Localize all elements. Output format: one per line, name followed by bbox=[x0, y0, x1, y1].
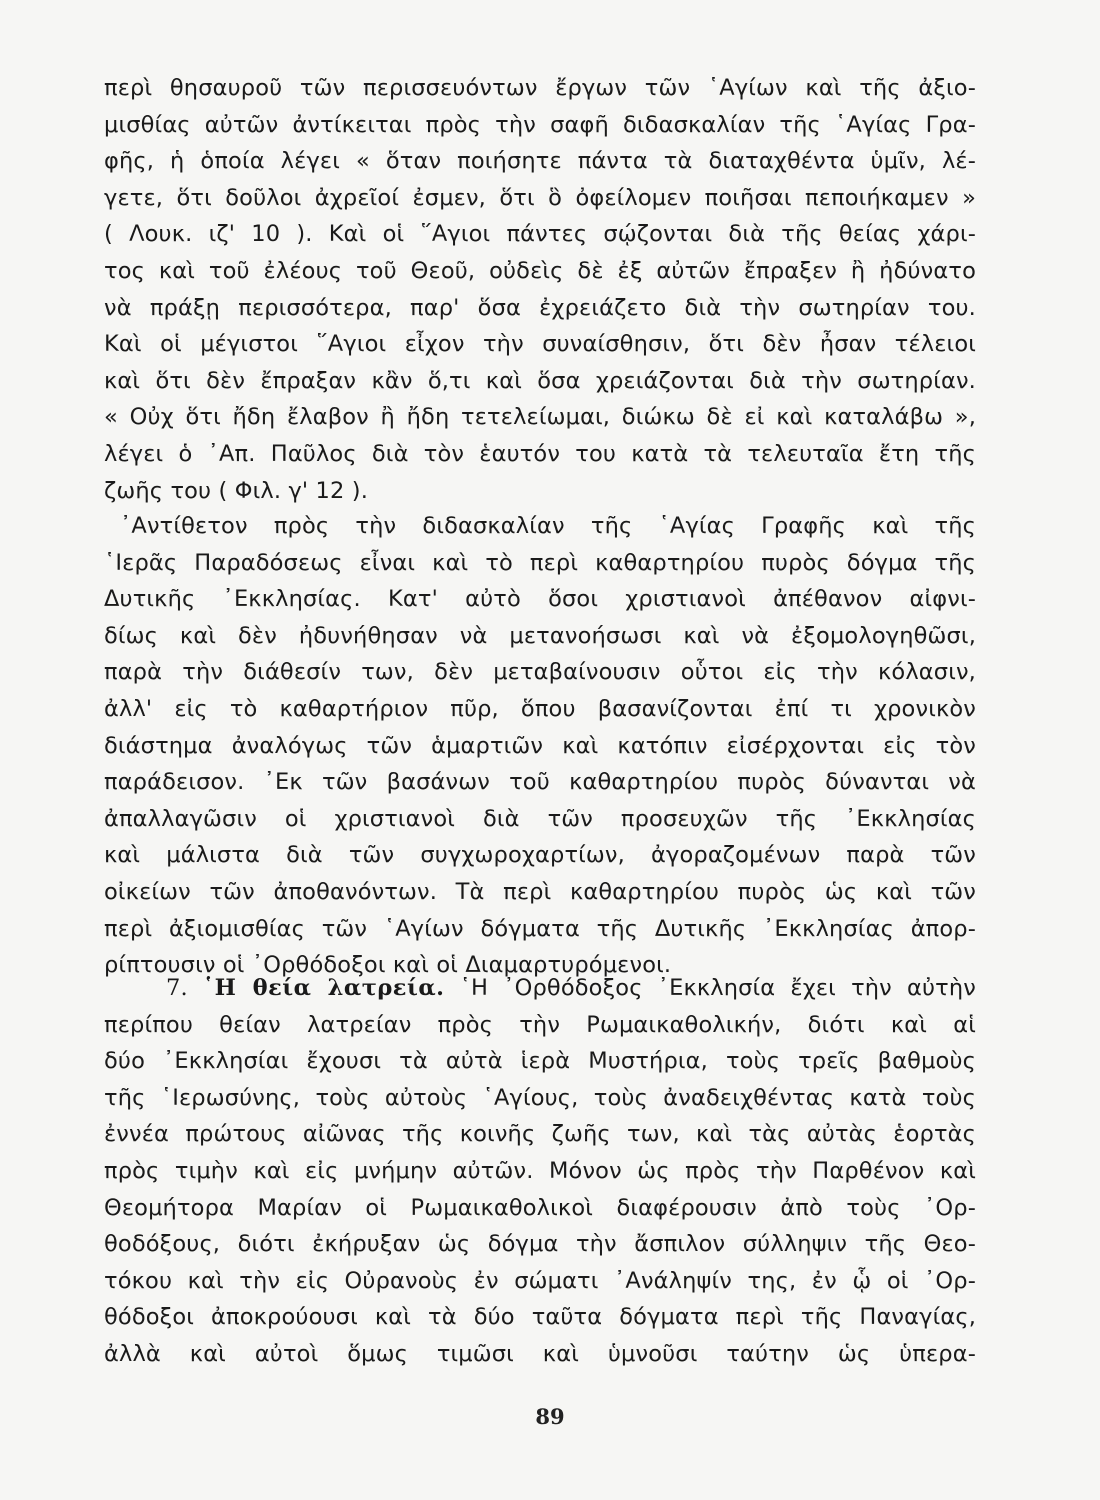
paragraph-treasury-of-merits bbox=[104, 70, 976, 509]
section-title: ῾Η θεία λατρεία. bbox=[202, 975, 445, 1001]
text-line: ἀπαλλαγῶσιν οἱ χριστιανοὶ διὰ τῶν προσευχῶν τῆς ᾿Εκκλησίας bbox=[104, 805, 976, 832]
text-line: θοδόξους, διότι ἐκήρυξαν ὡς δόγμα τὴν ἄσπιλον σύλληψιν τῆς Θεο- bbox=[104, 1231, 976, 1258]
text-line: Θεομήτορα Μαρίαν οἱ Ρωμαικαθολικοὶ διαφέρουσιν ἀπὸ τοὺς ᾿Ορ- bbox=[104, 1194, 976, 1221]
text-line: τος καὶ τοῦ ἐλέους τοῦ Θεοῦ, οὐδεὶς δὲ ἐξ αὐτῶν ἔπραξεν ἢ ἠδύνατο bbox=[104, 257, 976, 284]
text-line: περὶ θησαυροῦ τῶν περισσευόντων ἔργων τῶν ῾Αγίων καὶ τῆς ἀξιο- bbox=[104, 75, 976, 101]
text-line: ῾Ιερᾶς Παραδόσεως εἶναι καὶ τὸ περὶ καθαρτηρίου πυρὸς δόγμα τῆς bbox=[104, 549, 976, 576]
text-line: περὶ ἀξιομισθίας τῶν ῾Αγίων δόγματα τῆς Δυτικῆς ᾿Εκκλησίας ἀπορ- bbox=[104, 915, 976, 942]
text-line: περίπου θείαν λατρείαν πρὸς τὴν Ρωμαικαθολικήν, διότι καὶ αἱ bbox=[104, 1011, 976, 1038]
text-line: μισθίας αὐτῶν ἀντίκειται πρὸς τὴν σαφῆ διδασκαλίαν τῆς ῾Αγίας Γρα- bbox=[104, 111, 976, 138]
text-line: φῆς, ἡ ὁποία λέγει « ὅταν ποιήσητε πάντα τὰ διαταχθέντα ὑμῖν, λέ- bbox=[104, 148, 976, 175]
text-line: καὶ ὅτι δὲν ἔπραξαν κἂν ὅ,τι καὶ ὅσα χρειάζονται διὰ τὴν σωτηρίαν. bbox=[104, 367, 976, 394]
text-line: ἀλλ' εἰς τὸ καθαρτήριον πῦρ, ὅπου βασανίζονται ἐπί τι χρονικὸν bbox=[104, 695, 976, 722]
text-line: πρὸς τιμὴν καὶ εἰς μνήμην αὐτῶν. Μόνον ὡς πρὸς τὴν Παρθένον καὶ bbox=[104, 1157, 976, 1184]
text-line: οἰκείων τῶν ἀποθανόντων. Τὰ περὶ καθαρτηρίου πυρὸς ὡς καὶ τῶν bbox=[104, 878, 976, 905]
text-line: Δυτικῆς ᾿Εκκλησίας. Κατ' αὐτὸ ὅσοι χριστιανοὶ ἀπέθανον αἰφνι- bbox=[104, 586, 976, 613]
text-line: δύο ᾿Εκκλησίαι ἔχουσι τὰ αὐτὰ ἱερὰ Μυστήρια, τοὺς τρεῖς βαθμοὺς bbox=[104, 1048, 976, 1075]
text-line: ζωῆς του ( Φιλ. γ' 12 ). bbox=[104, 477, 369, 504]
text-line: διάστημα ἀναλόγως τῶν ἁμαρτιῶν καὶ κατόπιν εἰσέρχονται εἰς τὸν bbox=[104, 732, 976, 759]
text-line: τῆς ῾Ιερωσύνης, τοὺς αὐτοὺς ῾Αγίους, τοὺς ἀναδειχθέντας κατὰ τοὺς bbox=[104, 1084, 976, 1111]
text-line: λέγει ὁ ᾿Απ. Παῦλος διὰ τὸν ἑαυτόν του κατὰ τὰ τελευταῖα ἔτη τῆς bbox=[104, 440, 976, 467]
text-line: ἀλλὰ καὶ αὐτοὶ ὅμως τιμῶσι καὶ ὑμνοῦσι ταύτην ὡς ὑπερα- bbox=[104, 1340, 976, 1367]
section-heading-line bbox=[104, 970, 976, 1007]
text-line: ἐννέα πρώτους αἰῶνας τῆς κοινῆς ζωῆς των, καὶ τὰς αὐτὰς ἑορτὰς bbox=[104, 1121, 976, 1148]
section-first-line-text: ῾Η ᾿Ορθόδοξος ᾿Εκκλησία ἔχει τὴν αὐτὴν bbox=[459, 975, 976, 1001]
text-line: παρὰ τὴν διάθεσίν των, δὲν μεταβαίνουσιν οὗτοι εἰς τὴν κόλασιν, bbox=[104, 659, 976, 686]
text-line: νὰ πράξῃ περισσότερα, παρ' ὅσα ἐχρειάζετο διὰ τὴν σωτηρίαν του. bbox=[104, 294, 976, 321]
text-line: καὶ μάλιστα διὰ τῶν συγχωροχαρτίων, ἀγοραζομένων παρὰ τῶν bbox=[104, 842, 976, 869]
text-line: Καὶ οἱ μέγιστοι ῞Αγιοι εἶχον τὴν συναίσθησιν, ὅτι δὲν ἦσαν τέλειοι bbox=[104, 331, 976, 358]
page-number: 89 bbox=[535, 1404, 565, 1429]
text-line: θόδοξοι ἀποκρούουσι καὶ τὰ δύο ταῦτα δόγματα περὶ τῆς Παναγίας, bbox=[104, 1304, 976, 1331]
section-number: 7. bbox=[166, 975, 188, 1001]
text-line: παράδεισον. ᾿Εκ τῶν βασάνων τοῦ καθαρτηρίου πυρὸς δύνανται νὰ bbox=[104, 769, 976, 796]
text-line: ᾿Αντίθετον πρὸς τὴν διδασκαλίαν τῆς ῾Αγίας Γραφῆς καὶ τῆς bbox=[120, 513, 976, 539]
text-line: δίως καὶ δὲν ἠδυνήθησαν νὰ μετανοήσωσι καὶ νὰ ἐξομολογηθῶσι, bbox=[104, 622, 976, 649]
text-line: ( Λουκ. ιζ' 10 ). Καὶ οἱ ῞Αγιοι πάντες σῴζονται διὰ τῆς θείας χάρι- bbox=[104, 221, 976, 248]
section-divine-worship bbox=[104, 970, 976, 1373]
paragraph-purgatory bbox=[104, 508, 976, 984]
text-line: γετε, ὅτι δοῦλοι ἀχρεῖοί ἐσμεν, ὅτι ὃ ὀφείλομεν ποιῆσαι πεποιήκαμεν » bbox=[104, 184, 976, 211]
text-line: « Οὐχ ὅτι ἤδη ἔλαβον ἢ ἤδη τετελείωμαι, διώκω δὲ εἰ καὶ καταλάβω », bbox=[104, 404, 976, 431]
text-line: ρίπτουσιν οἱ ᾿Ορθόδοξοι καὶ οἱ Διαμαρτυρόμενοι. bbox=[104, 952, 672, 979]
text-line: τόκου καὶ τὴν εἰς Οὐρανοὺς ἐν σώματι ᾿Ανάληψίν της, ἐν ᾧ οἱ ᾿Ορ- bbox=[104, 1267, 976, 1294]
